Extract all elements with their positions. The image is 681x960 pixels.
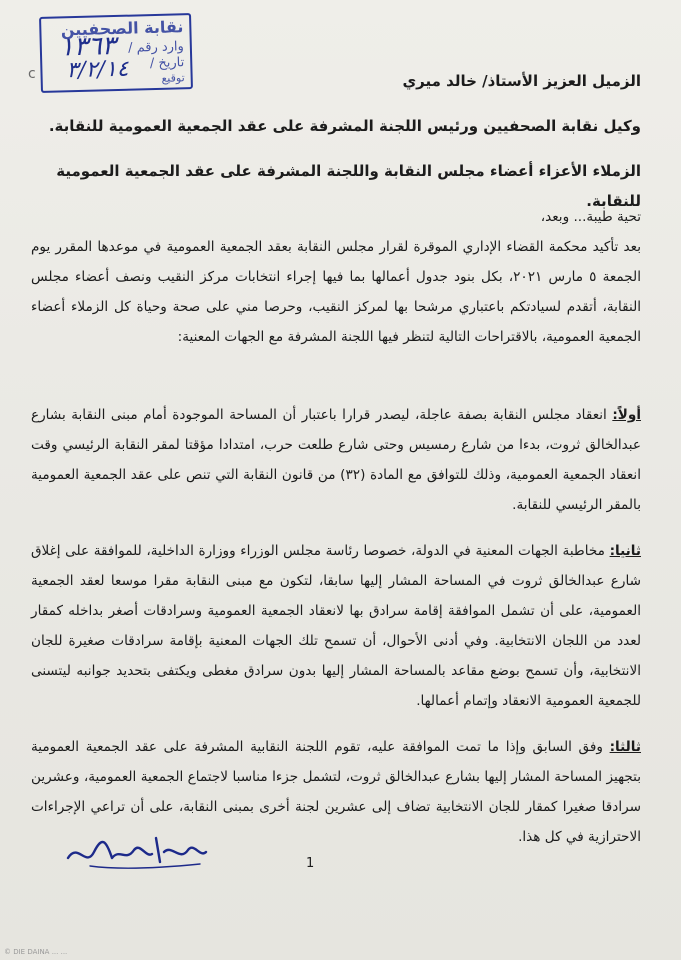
stamp-title: نقابة الصحفيين — [60, 17, 184, 40]
stamp-line-number: وارد رقم / — [127, 39, 185, 56]
point-second-text: مخاطبة الجهات المعنية في الدولة، خصوصا رئاسة مجلس الوزراء ووزارة الداخلية، للموافقة على إغلاق شارع عبدالخالق ثروت في المساحة المشار إليها سابقا، لتكون مع مبنى النقابة مقرا موسعا لعقد الجمعية العمومية، على أن تشمل الموافقة إقامة سرادق بها لانعقاد الجمعية العمومية وسرادقات أصغر بداخله كمقار لعدد من اللجان الانتخابية. وفي أدنى الأحوال، أن تسمح تلك الجهات المعنية بإقامة سرادقات صغيرة للجان الانتخابية، وأن تسمح بوضع مقاعد بالمساحة المشار إليها بدون سرادق مغطى ويكتفى بتحديد جوانبه ليتسنى للجمعية العمومية الانعقاد وإتمام أعمالها. — [31, 543, 641, 709]
stamp-handwritten-date: ٣/٢/١٤ — [66, 56, 129, 84]
colleagues-line: الزملاء الأعزاء أعضاء مجلس النقابة واللجنة المشرفة على عقد الجمعية العمومية للنقابة. — [56, 162, 641, 210]
margin-mark: c — [28, 66, 36, 82]
page-number: 1 — [306, 856, 315, 871]
addressee-role-line: وكيل نقابة الصحفيين ورئيس اللجنة المشرفة على عقد الجمعية العمومية للنقابة. — [48, 117, 641, 135]
intro-paragraph: بعد تأكيد محكمة القضاء الإداري الموقرة لقرار مجلس النقابة بعقد الجمعية العمومية في موعدها المقرر يوم الجمعة ٥ مارس ٢٠٢١، بكل بنود جدول أعمالها بما فيها إجراء انتخابات مركز النقيب ونصف أعضاء مجلس النقابة، أتقدم لسيادتكم باعتباري مرشحا بها لمركز النقيب، وحرصا مني على صحة وحياة كل الزملاء أعضاء الجمعية العمومية، بالاقتراحات التالية لتنظر فيها اللجنة المشرفة مع الجهات المعنية: — [31, 239, 641, 345]
point-second-label: ثانيا: — [609, 543, 641, 559]
point-first-label: أولاً: — [612, 407, 641, 423]
stamp-line-signature: توقيع — [161, 71, 185, 85]
point-first-text: انعقاد مجلس النقابة بصفة عاجلة، ليصدر قرارا باعتبار أن المساحة الموجودة أمام مبنى النقابة بشارع عبدالخالق ثروت، بدءا من شارع رمسيس وحتى شارع طلعت حرب، امتدادا مؤقتا لمقر النقابة الرئيسي وقت انعقاد الجمعية العمومية، وذلك للتوافق مع المادة (٣٢) من قانون النقابة التي تنص على عقد الجمعية العمومية بالمقر الرئيسي للنقابة. — [31, 407, 641, 513]
watermark-text: © DIE DAINA ... ... — [4, 948, 68, 956]
point-second — [31, 536, 641, 716]
stamp-handwritten-number: ١٣٦٣ — [59, 31, 117, 63]
point-third-text: وفق السابق وإذا ما تمت الموافقة عليه، تقوم اللجنة النقابية المشرفة على عقد الجمعية العمومية بتجهيز المساحة المشار إليها بشارع عبدالخالق ثروت، لتشمل جزءا مناسبا لاجتماع الجمعية العمومية، وعشرين سرادقا صغيرا كمقار للجان الانتخابية تضاف إلى عشرين لجنة أخرى بمبنى النقابة، على أن تراعي الإجراءات الاحترازية في كل هذا. — [31, 739, 641, 845]
stamp-line-date: تاريخ / — [149, 55, 185, 72]
addressee-line: الزميل العزيز الأستاذ/ خالد ميري — [402, 72, 641, 90]
handwritten-signature — [60, 828, 210, 874]
point-third-label: ثالثا: — [609, 739, 641, 755]
greeting: تحية طيبة... وبعد، — [540, 209, 641, 225]
point-first — [31, 400, 641, 520]
